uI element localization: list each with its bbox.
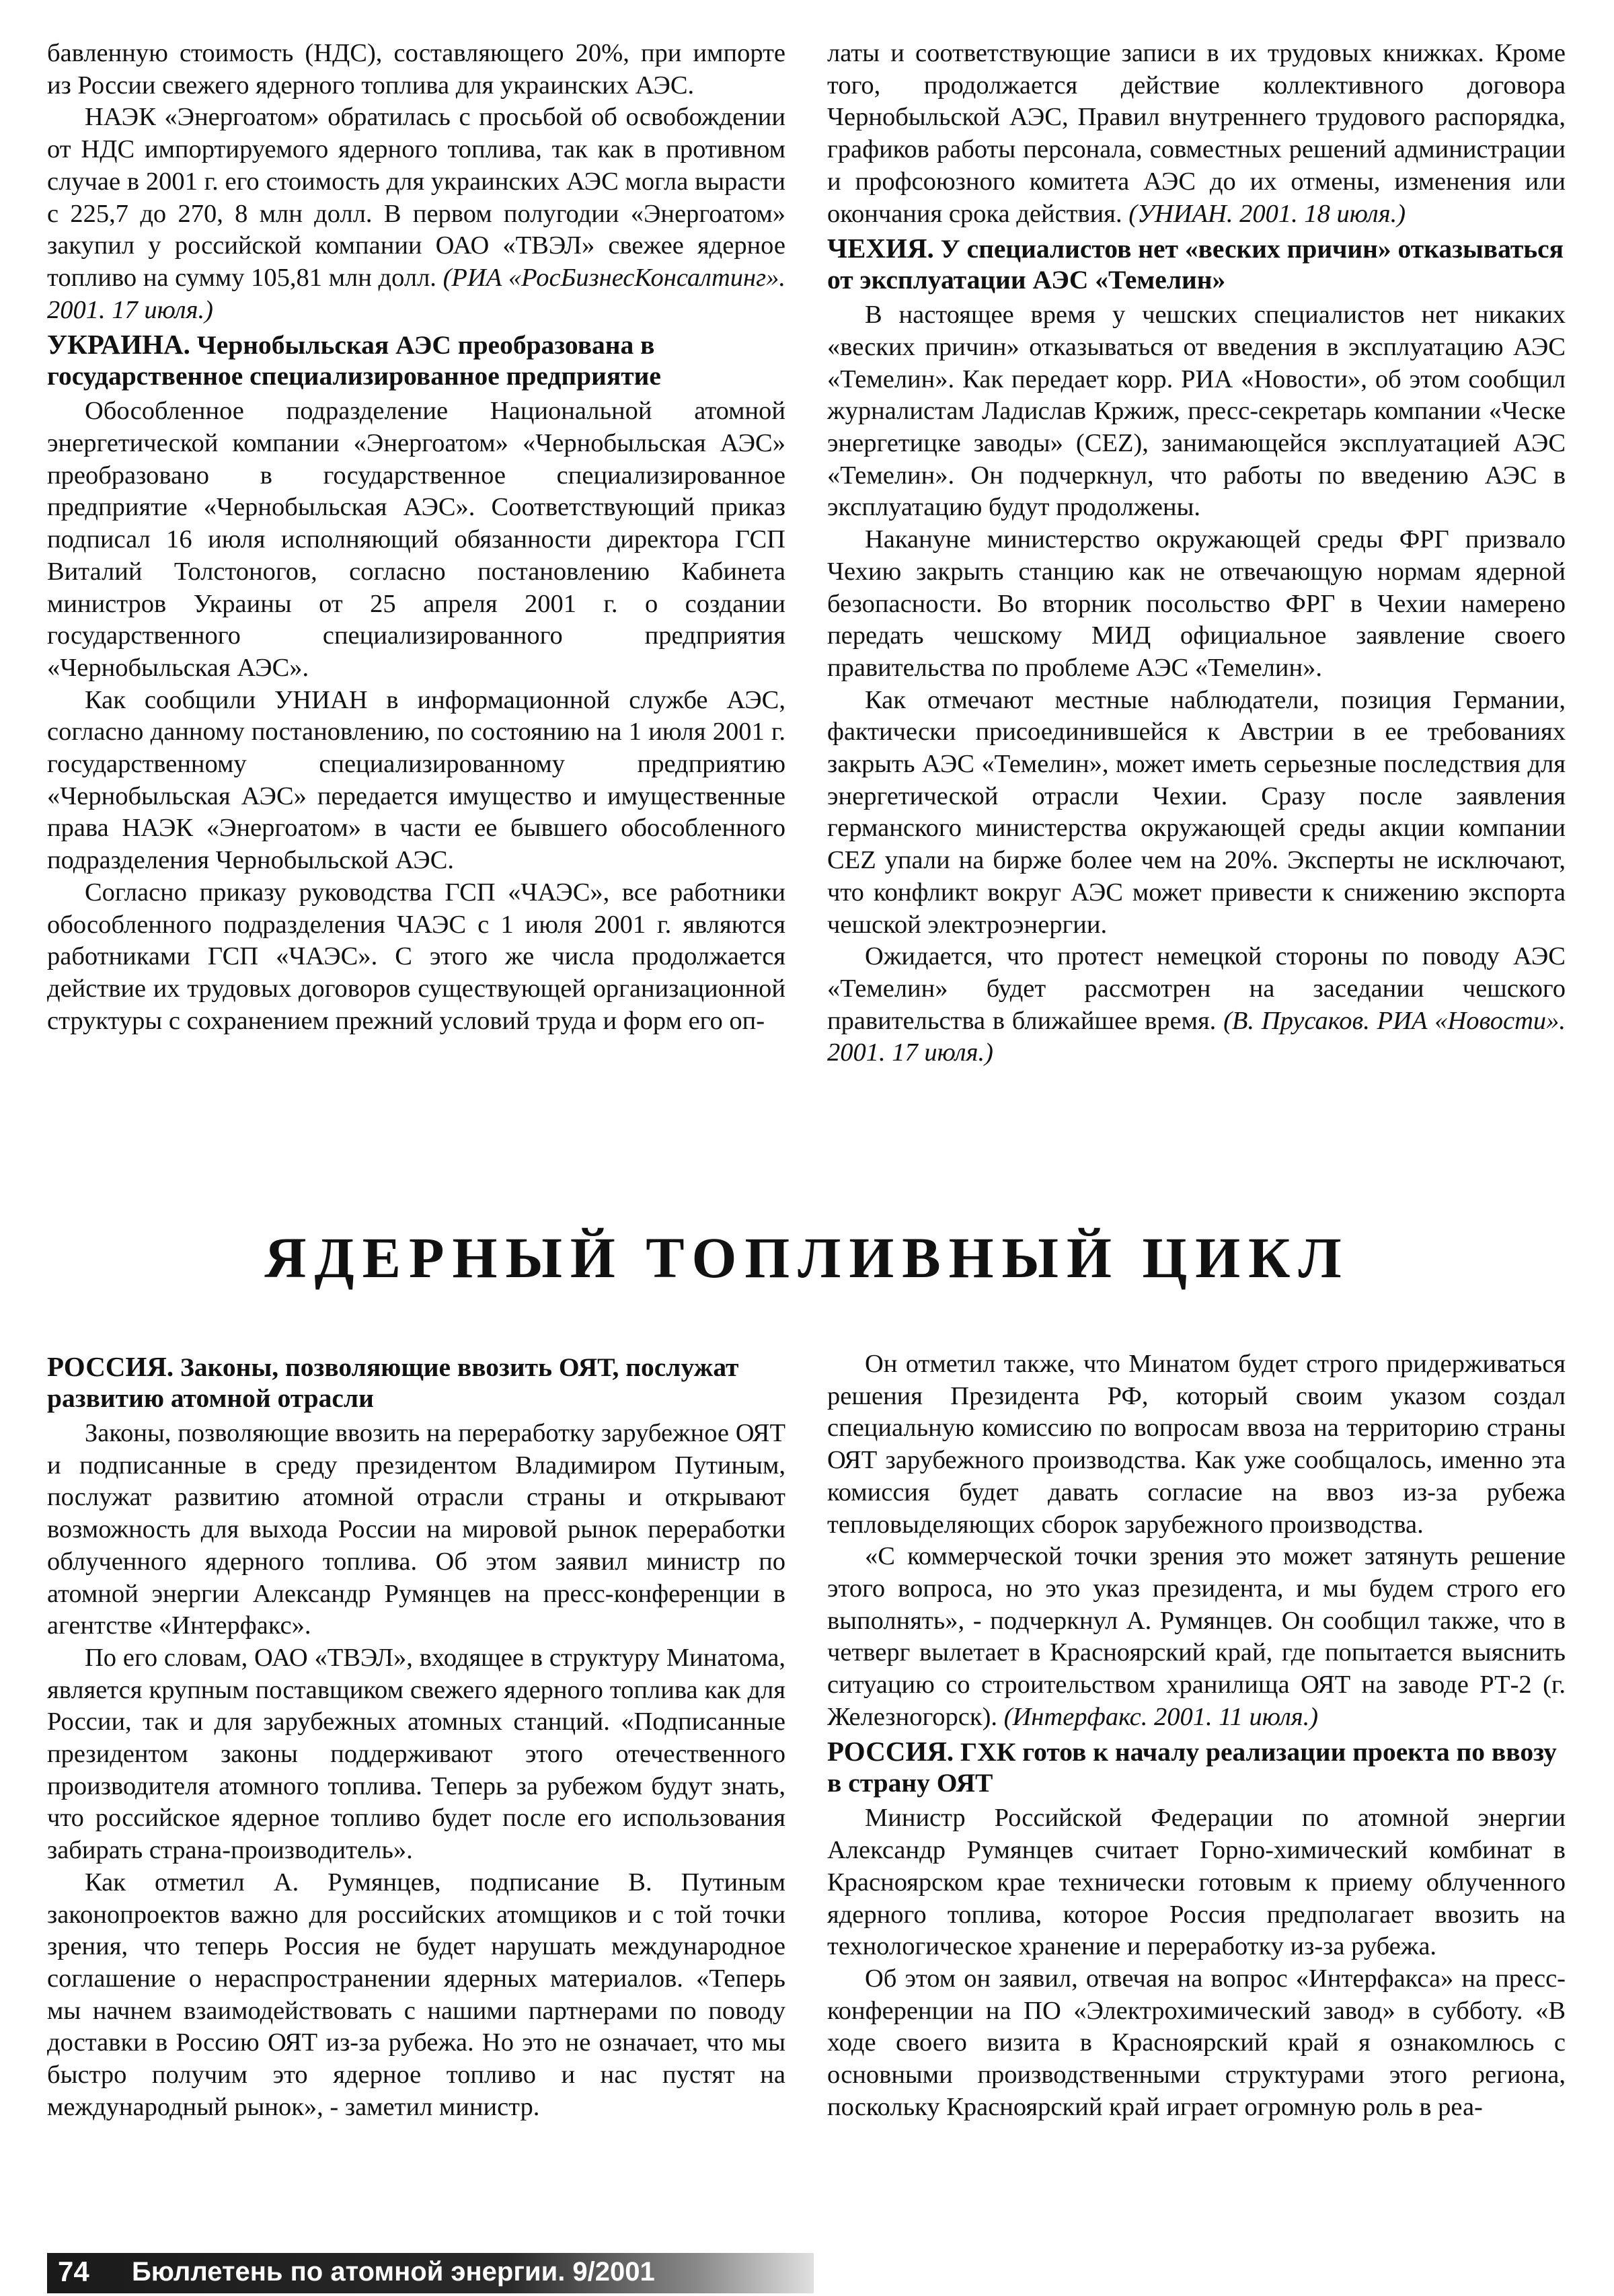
paragraph-text: латы и соответствующие записи в их трудовых книжках. Кроме того, продолжается действие коллективного договора Чернобыльской АЭС, Правил внутреннего трудового распорядка, графиков работы персонала, совместных решений администрации и профсоюзного комитета АЭС до их отмены, изменения или окончания срока действия. <box>827 39 1566 228</box>
headline-country: ЧЕХИЯ. <box>827 233 934 264</box>
column-top-right <box>827 38 1566 1069</box>
column-top-left <box>47 38 785 1037</box>
headline-country: РОССИЯ. <box>47 1351 174 1382</box>
article-headline <box>827 233 1566 295</box>
headline-country: УКРАИНА. <box>47 329 190 360</box>
paragraph <box>827 941 1566 1069</box>
headline-country: РОССИЯ. <box>827 1736 954 1767</box>
article-headline <box>827 1736 1566 1798</box>
headline-text: ГХК готов к началу реализации проекта по ввозу в страну ОЯТ <box>827 1737 1557 1798</box>
headline-text: У специалистов нет «веских причин» отказываться от эксплуатации АЭС «Темелин» <box>827 234 1564 295</box>
paragraph: Министр Российской Федерации по атомной энергии Александр Румянцев считает Горно-химический комбинат в Красноярском крае технически готовым к приему облученного ядерного топлива, которое Россия предполагает ввозить на технологическое хранение и переработку из-за рубежа. <box>827 1804 1566 1961</box>
paragraph: Накануне министерство окружающей среды ФРГ призвало Чехию закрыть станцию как не отвечающую нормам ядерной безопасности. Во вторник посольство ФРГ в Чехии намерено передать чешскому МИД официальное заявление своего правительства по проблеме АЭС «Темелин». <box>827 525 1566 682</box>
column-bottom-right <box>827 1348 1566 2123</box>
paragraph <box>827 1541 1566 1733</box>
source-citation: (РИА «РосБизнесКонсалтинг». 2001. 17 июля.) <box>47 263 786 324</box>
source-citation: (УНИАН. 2001. 18 июля.) <box>1128 199 1406 228</box>
paragraph: бавленную стоимость (НДС), составляющего 20%, при импорте из России свежего ядерного топлива для украинских АЭС. <box>47 39 785 100</box>
paragraph-text: «С коммерческой точки зрения это может затянуть решение этого вопроса, но это указ президента, и мы будем строго его выполнять», - подчеркнул А. Румянцев. Он сообщил также, что в четверг вылетает в Красноярский край, где попытается выяснить ситуацию со строительством хранилища ОЯТ на заводе РТ-2 (г. Железногорск). <box>827 1542 1566 1731</box>
paragraph <box>47 102 785 326</box>
section-title: ЯДЕРНЫЙ ТОПЛИВНЫЙ ЦИКЛ <box>264 1225 1350 1290</box>
paragraph: Обособленное подразделение Национальной атомной энергетической компании «Энергоатом» «Чернобыльская АЭС» преобразовано в государственное специализированное предприятие «Чернобыльская АЭС». Соответствующий приказ подписал 16 июля исполняющий обязанности директора ГСП Виталий Толстоногов, согласно постановлению Кабинета министров Украины от 25 апреля 2001 г. о создании государственного специализированного предприятия «Чернобыльская АЭС». <box>47 397 785 682</box>
paragraph: Он отметил также, что Минатом будет строго придерживаться решения Президента РФ, который своим указом создал специальную комиссию по вопросам ввоза на территорию страны ОЯТ зарубежного производства. Как уже сообщалось, именно эта комиссия будет давать согласие на ввоз из-за рубежа тепловыделяющих сборок зарубежного производства. <box>827 1350 1566 1539</box>
paragraph: Как сообщили УНИАН в информационной службе АЭС, согласно данному постановлению, по состоянию на 1 июля 2001 г. государственному специализированному предприятию «Чернобыльская АЭС» передается имущество и имущественные права НАЭК «Энергоатом» в части ее бывшего обособленного подразделения Чернобыльской АЭС. <box>47 685 785 875</box>
article-headline <box>47 329 785 391</box>
paragraph: По его словам, ОАО «ТВЭЛ», входящее в структуру Минатома, является крупным поставщиком свежего ядерного топлива как для России, так и для зарубежных атомных станций. «Подписанные президентом законы поддерживают этого отечественного производителя атомного топлива. Теперь за рубежом будут знать, что российское ядерное топливо будет после его использования забирать страна-производитель». <box>47 1643 785 1865</box>
column-bottom-left <box>47 1348 785 2123</box>
paragraph: Законы, позволяющие ввозить на переработку зарубежное ОЯТ и подписанные в среду президентом Владимиром Путиным, послужат развитию атомной отрасли страны и открывают возможность для выхода России на мировой рынок переработки облученного ядерного топлива. Об этом заявил министр по атомной энергии Александр Румянцев на пресс-конференции в агентстве «Интерфакс». <box>47 1419 785 1640</box>
page-number: 74 <box>58 2256 89 2287</box>
journal-title: Бюллетень по атомной энергии. 9/2001 <box>132 2257 655 2287</box>
paragraph-text: НАЭК «Энергоатом» обратилась с просьбой об освобождении от НДС импортируемого ядерного топлива, так как в противном случае в 2001 г. его стоимость для украинских АЭС могла вырасти с 225,7 до 270, 8 млн долл. В первом полугодии «Энергоатом» закупил у российской компании ОАО «ТВЭЛ» свежее ядерное топливо на сумму 105,81 млн долл. <box>47 103 785 292</box>
paragraph <box>827 38 1566 230</box>
headline-text: Чернобыльская АЭС преобразована в государственное специализированное предприятие <box>47 330 661 391</box>
headline-text: Законы, позволяющие ввозить ОЯТ, послужат развитию атомной отрасли <box>47 1352 739 1413</box>
source-citation: (В. Прусаков. РИА «Новости». 2001. 17 июля.) <box>827 1006 1566 1067</box>
paragraph: Об этом он заявил, отвечая на вопрос «Интерфакса» на пресс-конференции на ПО «Электрохимический завод» в субботу. «В ходе своего визита в Красноярский край я ознакомлюсь с основными производственными структурами этого региона, поскольку Красноярский край играет огромную роль в реа- <box>827 1964 1566 2121</box>
paragraph-text: Ожидается, что протест немецкой стороны по поводу АЭС «Темелин» будет рассмотрен на заседании чешского правительства в ближайшее время. <box>827 942 1566 1035</box>
paragraph: Согласно приказу руководства ГСП «ЧАЭС», все работники обособленного подразделения ЧАЭС с 1 июля 2001 г. являются работниками ГСП «ЧАЭС». С этого же числа продолжается действие их трудовых договоров существующей организационной структуры с сохранением прежний условий труда и форм его оп- <box>47 878 785 1035</box>
source-citation: (Интерфакс. 2001. 11 июля.) <box>1003 1702 1319 1731</box>
article-headline <box>47 1351 785 1414</box>
paragraph: Как отметил А. Румянцев, подписание В. Путиным законопроектов важно для российских атомщиков и с той точки зрения, что теперь Россия не будет нарушать международное соглашение о нераспространении ядерных материалов. «Теперь мы начнем взаимодействовать с нашими партнерами по поводу доставки в Россию ОЯТ из-за рубежа. Но это не означает, что мы быстро получим это ядерное топливо и нас пустят на международный рынок», - заметил министр. <box>47 1868 785 2121</box>
paragraph: Как отмечают местные наблюдатели, позиция Германии, фактически присоединившейся к Австрии в ее требованиях закрыть АЭС «Темелин», может иметь серьезные последствия для энергетической отрасли Чехии. Сразу после заявления германского министерства окружающей среды акции компании CEZ упали на бирже более чем на 20%. Эксперты не исключают, что конфликт вокруг АЭС может привести к снижению экспорта чешской электроэнергии. <box>827 685 1566 939</box>
paragraph: В настоящее время у чешских специалистов нет никаких «веских причин» отказываться от введения в эксплуатацию АЭС «Темелин». Как передает корр. РИА «Новости», об этом сообщил журналистам Ладислав Кржиж, пресс-секретарь компании «Ческе энергетицке заводы» (CEZ), занимающейся эксплуатацией АЭС «Темелин». Он подчеркнул, что работы по введению АЭС в эксплуатацию будут продолжены. <box>827 301 1566 522</box>
